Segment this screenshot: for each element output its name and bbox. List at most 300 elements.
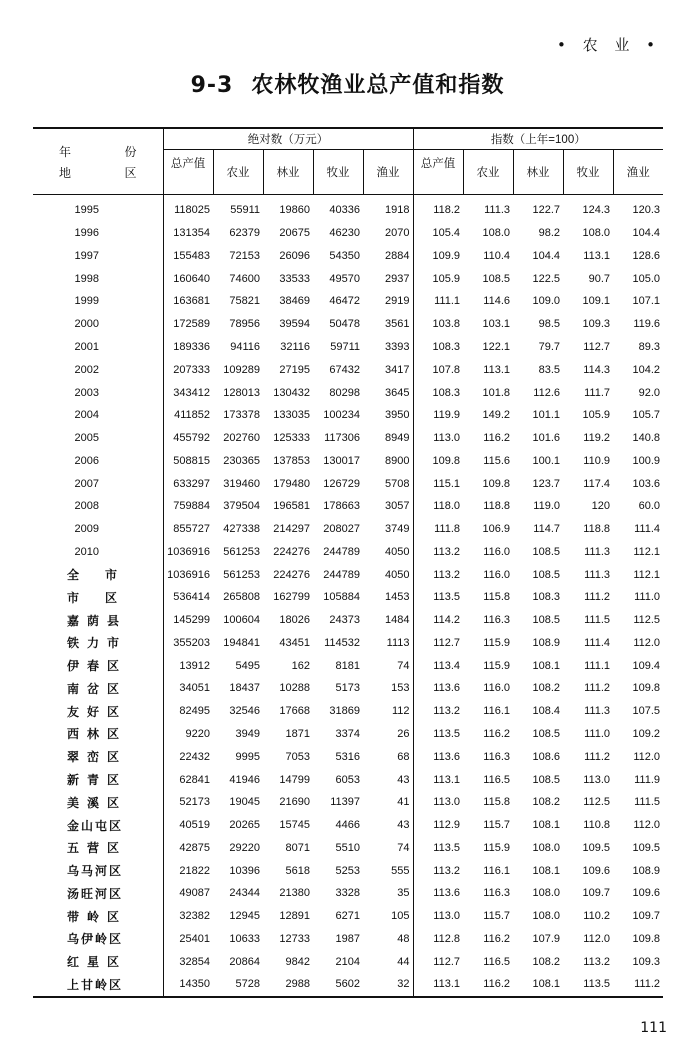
stub-year-char1: 年 xyxy=(59,144,72,159)
absolute-value-cell: 2884 xyxy=(385,249,410,262)
index-value-cell: 107.5 xyxy=(632,705,661,718)
absolute-value-cell: 19860 xyxy=(279,204,310,217)
index-value-cell: 116.3 xyxy=(483,750,511,763)
index-value-cell: 107.8 xyxy=(413,358,463,381)
row-label: 西林区 xyxy=(67,727,128,742)
idx-total-header: 总产值 xyxy=(413,150,463,195)
table-row xyxy=(33,540,663,563)
absolute-value-cell: 178663 xyxy=(323,500,360,513)
index-value-cell: 109.9 xyxy=(413,245,463,268)
row-label: 全市 xyxy=(67,568,144,583)
row-label: 乌伊岭区 xyxy=(67,932,124,947)
index-value-cell: 112.5 xyxy=(633,614,661,627)
index-value-cell: 109.8 xyxy=(482,477,511,490)
row-label: 2002 xyxy=(74,363,99,376)
index-value-cell: 113.6 xyxy=(413,745,463,768)
table-row xyxy=(33,791,663,814)
row-label: 2004 xyxy=(74,409,99,422)
index-value-cell: 123.7 xyxy=(532,477,561,490)
row-label: 2008 xyxy=(74,500,99,513)
index-value-cell: 111.2 xyxy=(584,750,611,763)
absolute-value-cell: 5618 xyxy=(285,864,310,877)
absolute-value-cell: 18026 xyxy=(279,614,310,627)
absolute-value-cell: 1453 xyxy=(385,591,410,604)
index-value-cell: 109.6 xyxy=(582,864,611,877)
absolute-value-cell: 5708 xyxy=(385,477,410,490)
absolute-value-cell: 24344 xyxy=(229,887,260,900)
absolute-value-cell: 32854 xyxy=(163,950,213,973)
absolute-value-cell: 62841 xyxy=(163,768,213,791)
absolute-value-cell: 244789 xyxy=(323,568,360,581)
row-label: 2000 xyxy=(74,318,99,331)
absolute-value-cell: 224276 xyxy=(273,545,310,558)
absolute-value-cell: 5253 xyxy=(335,864,360,877)
table-row xyxy=(33,609,663,632)
index-value-cell: 105.4 xyxy=(413,222,463,245)
absolute-value-cell: 508815 xyxy=(163,449,213,472)
index-value-cell: 112.1 xyxy=(633,568,661,581)
absolute-value-cell: 173378 xyxy=(223,409,260,422)
absolute-value-cell: 100234 xyxy=(323,409,360,422)
index-value-cell: 119.9 xyxy=(413,404,463,427)
absolute-value-cell: 855727 xyxy=(163,518,213,541)
index-value-cell: 108.5 xyxy=(532,727,561,740)
row-label: 2010 xyxy=(74,545,99,558)
index-value-cell: 116.2 xyxy=(483,932,511,945)
absolute-value-cell: 355203 xyxy=(163,632,213,655)
absolute-value-cell: 4050 xyxy=(385,568,410,581)
index-value-cell: 115.9 xyxy=(483,841,511,854)
absolute-value-cell: 1036916 xyxy=(163,563,213,586)
table-row xyxy=(33,928,663,951)
absolute-value-cell: 5728 xyxy=(213,973,263,997)
absolute-value-cell: 561253 xyxy=(223,545,260,558)
absolute-value-cell: 8949 xyxy=(385,432,410,445)
index-value-cell: 105.0 xyxy=(632,272,661,285)
absolute-value-cell: 6053 xyxy=(335,773,360,786)
table-row xyxy=(33,381,663,404)
row-label: 翠峦区 xyxy=(67,750,128,765)
index-value-cell: 111.3 xyxy=(584,545,611,558)
absolute-value-cell: 759884 xyxy=(163,495,213,518)
table-row xyxy=(33,700,663,723)
index-value-cell: 113.5 xyxy=(413,723,463,746)
absolute-value-cell: 224276 xyxy=(273,568,310,581)
row-label: 金山屯区 xyxy=(67,818,124,833)
index-value-cell: 113.2 xyxy=(583,955,611,968)
index-value-cell: 100.1 xyxy=(532,454,561,467)
index-value-cell: 108.0 xyxy=(532,841,561,854)
absolute-value-cell: 112 xyxy=(391,705,410,718)
absolute-value-cell: 32116 xyxy=(280,340,310,353)
absolute-value-cell: 153 xyxy=(391,682,410,695)
index-value-cell: 124.3 xyxy=(582,204,611,217)
index-value-cell: 111.3 xyxy=(584,568,611,581)
table-row xyxy=(33,882,663,905)
index-value-cell: 118.8 xyxy=(583,523,611,536)
index-value-cell: 113.1 xyxy=(413,768,463,791)
absolute-value-cell: 455792 xyxy=(163,427,213,450)
index-value-cell: 103.1 xyxy=(482,318,511,331)
absolute-value-cell: 14350 xyxy=(163,973,213,997)
absolute-value-cell: 196581 xyxy=(273,500,310,513)
absolute-value-cell: 411852 xyxy=(163,404,213,427)
absolute-value-cell: 427338 xyxy=(223,523,260,536)
absolute-value-cell: 3417 xyxy=(385,363,410,376)
absolute-value-cell: 162799 xyxy=(273,591,310,604)
index-value-cell: 108.5 xyxy=(482,272,511,285)
index-value-cell: 149.2 xyxy=(482,409,511,422)
index-value-cell: 107.9 xyxy=(532,932,561,945)
absolute-value-cell: 162 xyxy=(291,659,310,672)
index-value-cell: 113.2 xyxy=(413,700,463,723)
row-label: 友好区 xyxy=(67,704,128,719)
absolute-value-cell: 74 xyxy=(397,659,410,672)
row-label: 五营区 xyxy=(67,841,128,856)
index-value-cell: 108.5 xyxy=(532,614,561,627)
index-value-cell: 108.0 xyxy=(532,887,561,900)
index-value-cell: 112.7 xyxy=(583,340,611,353)
absolute-value-cell: 41946 xyxy=(229,773,260,786)
index-value-cell: 109.0 xyxy=(532,295,561,308)
absolute-value-cell: 29220 xyxy=(229,841,260,854)
index-value-cell: 100.9 xyxy=(632,454,661,467)
absolute-value-cell: 33533 xyxy=(279,272,310,285)
table-row xyxy=(33,472,663,495)
absolute-value-cell: 39594 xyxy=(279,318,310,331)
index-value-cell: 104.4 xyxy=(632,227,661,240)
absolute-value-cell: 10288 xyxy=(279,682,310,695)
stub-region-char1: 地 xyxy=(59,165,72,180)
table-row xyxy=(33,427,663,450)
index-value-cell: 113.6 xyxy=(413,677,463,700)
index-value-cell: 119.6 xyxy=(633,318,661,331)
index-value-cell: 110.8 xyxy=(583,819,611,832)
idx-livestock-header: 牧业 xyxy=(563,150,613,195)
index-value-cell: 108.1 xyxy=(532,864,561,877)
index-value-cell: 113.5 xyxy=(563,973,613,997)
table-row xyxy=(33,245,663,268)
absolute-value-cell: 26 xyxy=(397,727,410,740)
row-label: 1996 xyxy=(74,227,99,240)
index-value-cell: 115.1 xyxy=(413,472,463,495)
absolute-value-cell: 78956 xyxy=(229,318,260,331)
index-value-cell: 116.1 xyxy=(483,705,511,718)
index-value-cell: 108.5 xyxy=(532,568,561,581)
table-row xyxy=(33,677,663,700)
absolute-value-cell: 44 xyxy=(397,955,410,968)
row-label: 嘉荫县 xyxy=(67,613,128,628)
index-value-cell: 107.1 xyxy=(632,295,661,308)
index-value-cell: 108.2 xyxy=(532,955,561,968)
index-value-cell: 108.9 xyxy=(632,864,661,877)
row-label: 伊春区 xyxy=(67,659,128,674)
absolute-value-cell: 3393 xyxy=(385,340,410,353)
index-value-cell: 108.3 xyxy=(413,381,463,404)
absolute-value-cell: 80298 xyxy=(329,386,360,399)
table-row xyxy=(33,290,663,313)
absolute-value-cell: 18437 xyxy=(229,682,260,695)
index-value-cell: 111.0 xyxy=(634,591,661,604)
absolute-value-cell: 19045 xyxy=(229,796,260,809)
absolute-value-cell: 12733 xyxy=(279,932,310,945)
absolute-value-cell: 7053 xyxy=(285,750,310,763)
absolute-value-cell: 379504 xyxy=(223,500,260,513)
absolute-value-cell: 67432 xyxy=(329,363,360,376)
row-label: 2006 xyxy=(74,454,99,467)
absolute-value-cell: 1484 xyxy=(385,614,410,627)
index-value-cell: 140.8 xyxy=(632,432,661,445)
stub-region-char2: 区 xyxy=(124,165,137,180)
index-value-cell: 110.9 xyxy=(583,454,611,467)
index-value-cell: 115.8 xyxy=(483,591,511,604)
idx-agriculture-header: 农业 xyxy=(463,150,513,195)
absolute-value-cell: 62379 xyxy=(229,227,260,240)
index-value-cell: 105.9 xyxy=(582,409,611,422)
index-value-cell: 116.1 xyxy=(483,864,511,877)
index-value-cell: 111.2 xyxy=(584,591,611,604)
absolute-value-cell: 118025 xyxy=(163,195,213,222)
index-value-cell: 108.5 xyxy=(532,545,561,558)
absolute-value-cell: 20265 xyxy=(229,819,260,832)
row-label: 带岭区 xyxy=(67,909,128,924)
index-value-cell: 111.9 xyxy=(634,773,661,786)
abs-livestock-header: 牧业 xyxy=(313,150,363,195)
stub-year-char2: 份 xyxy=(124,144,137,159)
index-value-cell: 109.8 xyxy=(413,449,463,472)
table-row xyxy=(33,654,663,677)
index-value-cell: 112.8 xyxy=(413,928,463,951)
absolute-value-cell: 13912 xyxy=(163,654,213,677)
absolute-value-cell: 137853 xyxy=(273,454,310,467)
table-title: 农林牧渔业总产值和指数 xyxy=(251,73,505,98)
absolute-value-cell: 105 xyxy=(391,910,410,923)
idx-fishery-header: 渔业 xyxy=(613,150,663,195)
absolute-value-cell: 5173 xyxy=(335,682,360,695)
index-value-cell: 105.9 xyxy=(413,267,463,290)
index-value-cell: 119.0 xyxy=(533,500,561,513)
table-row xyxy=(33,495,663,518)
index-value-cell: 111.5 xyxy=(584,614,611,627)
absolute-value-cell: 74600 xyxy=(229,272,260,285)
index-value-cell: 111.4 xyxy=(634,523,661,536)
index-value-cell: 113.2 xyxy=(413,540,463,563)
table-row xyxy=(33,632,663,655)
index-value-cell: 109.1 xyxy=(582,295,611,308)
table-row xyxy=(33,404,663,427)
absolute-value-cell: 9995 xyxy=(235,750,260,763)
index-value-cell: 113.0 xyxy=(413,791,463,814)
absolute-value-cell: 6271 xyxy=(335,910,360,923)
index-value-cell: 111.4 xyxy=(584,636,611,649)
absolute-value-cell: 172589 xyxy=(163,313,213,336)
absolute-value-cell: 21380 xyxy=(279,887,310,900)
absolute-value-cell: 5510 xyxy=(335,841,360,854)
index-value-cell: 108.3 xyxy=(532,591,561,604)
absolute-value-cell: 32546 xyxy=(229,705,260,718)
absolute-value-cell: 43 xyxy=(397,773,410,786)
absolute-value-cell: 100604 xyxy=(223,614,260,627)
absolute-value-cell: 46230 xyxy=(329,227,360,240)
absolute-value-cell: 41 xyxy=(397,796,410,809)
index-value-cell: 118.0 xyxy=(413,495,463,518)
row-label: 1995 xyxy=(74,204,99,217)
absolute-value-cell: 536414 xyxy=(163,586,213,609)
row-label: 市区 xyxy=(67,590,144,605)
absolute-value-cell: 244789 xyxy=(323,545,360,558)
index-value-cell: 104.4 xyxy=(532,249,561,262)
index-value-cell: 92.0 xyxy=(638,386,661,399)
index-value-cell: 115.7 xyxy=(483,819,511,832)
absolute-value-cell: 31869 xyxy=(329,705,360,718)
index-value-cell: 111.1 xyxy=(584,659,611,672)
absolute-value-cell: 3645 xyxy=(385,386,410,399)
index-value-cell: 108.9 xyxy=(532,636,561,649)
index-value-cell: 108.0 xyxy=(532,910,561,923)
index-value-cell: 113.0 xyxy=(413,905,463,928)
row-label: 1999 xyxy=(74,295,99,308)
row-label: 2003 xyxy=(74,386,99,399)
index-value-cell: 108.4 xyxy=(532,705,561,718)
index-value-cell: 111.1 xyxy=(413,290,463,313)
absolute-value-cell: 50478 xyxy=(329,318,360,331)
absolute-value-cell: 117306 xyxy=(324,432,360,445)
row-label: 铁力市 xyxy=(67,636,128,651)
absolute-value-cell: 59711 xyxy=(330,340,360,353)
index-value-cell: 112.0 xyxy=(633,750,661,763)
index-value-cell: 115.8 xyxy=(483,796,511,809)
statistics-table xyxy=(33,127,663,998)
absolute-value-cell: 49570 xyxy=(329,272,360,285)
absolute-value-cell: 34051 xyxy=(163,677,213,700)
absolute-value-cell: 42875 xyxy=(163,836,213,859)
table-row xyxy=(33,836,663,859)
absolute-value-cell: 1918 xyxy=(385,204,410,217)
absolute-group-header: 绝对数（万元） xyxy=(163,128,413,150)
table-row xyxy=(33,449,663,472)
index-value-cell: 115.6 xyxy=(483,454,511,467)
absolute-value-cell: 5602 xyxy=(313,973,363,997)
row-label: 1997 xyxy=(74,249,99,262)
index-value-cell: 111.2 xyxy=(584,682,611,695)
absolute-value-cell: 9220 xyxy=(163,723,213,746)
absolute-value-cell: 561253 xyxy=(223,568,260,581)
absolute-value-cell: 82495 xyxy=(163,700,213,723)
absolute-value-cell: 5316 xyxy=(335,750,360,763)
absolute-value-cell: 8071 xyxy=(285,841,310,854)
absolute-value-cell: 22432 xyxy=(163,745,213,768)
index-value-cell: 108.1 xyxy=(532,659,561,672)
absolute-value-cell: 163681 xyxy=(163,290,213,313)
abs-agriculture-header: 农业 xyxy=(213,150,263,195)
stub-header xyxy=(33,128,163,195)
absolute-value-cell: 74 xyxy=(397,841,410,854)
page-number: 111 xyxy=(640,1020,667,1036)
absolute-value-cell: 3950 xyxy=(385,409,410,422)
absolute-value-cell: 43451 xyxy=(279,636,310,649)
index-value-cell: 113.2 xyxy=(413,859,463,882)
index-value-cell: 112.0 xyxy=(633,819,661,832)
row-label: 新青区 xyxy=(67,773,128,788)
index-value-cell: 108.2 xyxy=(532,796,561,809)
index-value-cell: 110.2 xyxy=(583,910,611,923)
absolute-value-cell: 1113 xyxy=(386,636,410,649)
absolute-value-cell: 179480 xyxy=(273,477,310,490)
index-group-header: 指数（上年=100） xyxy=(413,128,663,150)
absolute-value-cell: 52173 xyxy=(163,791,213,814)
index-value-cell: 108.0 xyxy=(582,227,611,240)
index-value-cell: 108.1 xyxy=(532,819,561,832)
row-label: 南岔区 xyxy=(67,681,128,696)
index-value-cell: 116.2 xyxy=(483,432,511,445)
index-value-cell: 119.2 xyxy=(583,432,611,445)
index-value-cell: 114.6 xyxy=(483,295,511,308)
table-number: 9-3 xyxy=(190,73,234,98)
absolute-value-cell: 40519 xyxy=(163,814,213,837)
index-value-cell: 118.2 xyxy=(413,195,463,222)
index-value-cell: 109.4 xyxy=(632,659,661,672)
absolute-value-cell: 133035 xyxy=(273,409,310,422)
absolute-value-cell: 265808 xyxy=(223,591,260,604)
index-value-cell: 114.3 xyxy=(583,363,611,376)
absolute-value-cell: 26096 xyxy=(279,249,310,262)
absolute-value-cell: 94116 xyxy=(230,340,260,353)
absolute-value-cell: 38469 xyxy=(279,295,310,308)
index-value-cell: 110.4 xyxy=(483,249,511,262)
absolute-value-cell: 633297 xyxy=(163,472,213,495)
idx-forestry-header: 林业 xyxy=(513,150,563,195)
absolute-value-cell: 55911 xyxy=(230,204,260,217)
table-row xyxy=(33,267,663,290)
absolute-value-cell: 214297 xyxy=(273,523,310,536)
absolute-value-cell: 10633 xyxy=(229,932,260,945)
absolute-value-cell: 125333 xyxy=(273,432,310,445)
index-value-cell: 112.5 xyxy=(583,796,611,809)
absolute-value-cell: 54350 xyxy=(329,249,360,262)
absolute-value-cell: 49087 xyxy=(163,882,213,905)
index-value-cell: 111.0 xyxy=(584,727,611,740)
index-value-cell: 109.3 xyxy=(582,318,611,331)
absolute-value-cell: 20675 xyxy=(279,227,310,240)
index-value-cell: 113.6 xyxy=(413,882,463,905)
absolute-value-cell: 15745 xyxy=(279,819,310,832)
row-label: 2005 xyxy=(74,432,99,445)
absolute-value-cell: 21690 xyxy=(279,796,310,809)
row-label: 汤旺河区 xyxy=(67,886,124,901)
table-row xyxy=(33,336,663,359)
table-row xyxy=(33,905,663,928)
index-value-cell: 112.7 xyxy=(413,950,463,973)
absolute-value-cell: 72153 xyxy=(229,249,260,262)
absolute-value-cell: 109289 xyxy=(223,363,260,376)
absolute-value-cell: 2104 xyxy=(335,955,360,968)
index-value-cell: 109.8 xyxy=(632,682,661,695)
index-value-cell: 108.6 xyxy=(532,750,561,763)
table-row xyxy=(33,745,663,768)
absolute-value-cell: 24373 xyxy=(329,614,360,627)
index-value-cell: 109.5 xyxy=(582,841,611,854)
table-row xyxy=(33,518,663,541)
abs-total-header: 总产值 xyxy=(163,150,213,195)
absolute-value-cell: 114532 xyxy=(324,636,360,649)
absolute-value-cell: 3328 xyxy=(335,887,360,900)
index-value-cell: 115.9 xyxy=(483,659,511,672)
index-value-cell: 103.6 xyxy=(632,477,661,490)
absolute-value-cell: 105884 xyxy=(323,591,360,604)
index-value-cell: 111.7 xyxy=(584,386,611,399)
index-value-cell: 111.5 xyxy=(634,796,661,809)
index-value-cell: 116.0 xyxy=(483,545,511,558)
